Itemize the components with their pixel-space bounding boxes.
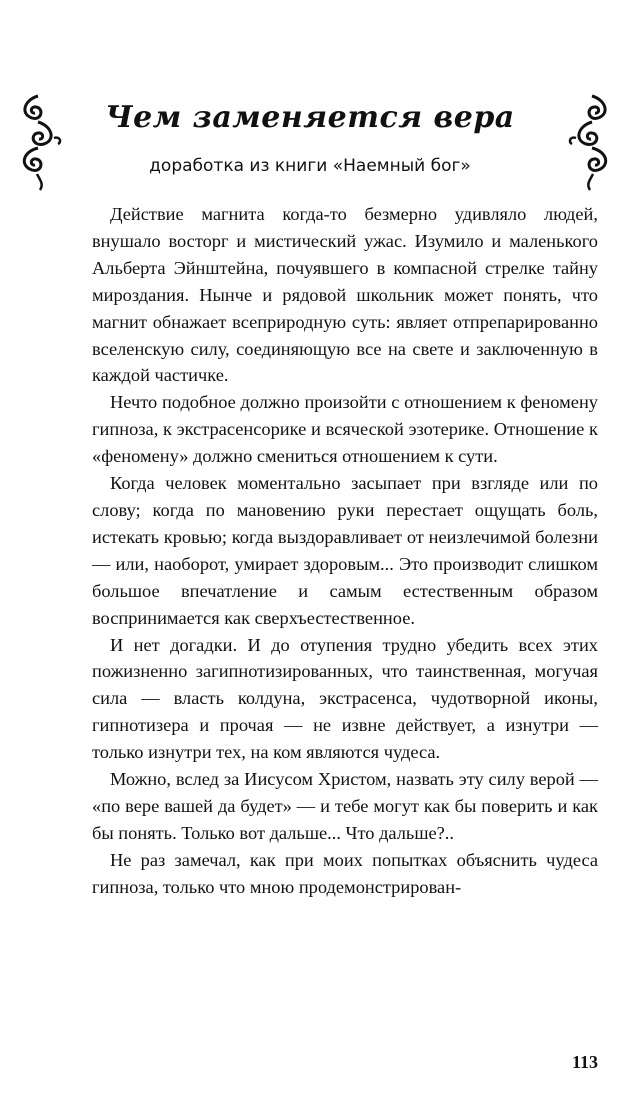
body-text	[92, 201, 598, 901]
chapter-title: Чем заменяется вера	[105, 100, 515, 135]
paragraph: Когда человек моментально засыпает при взгляде или по слову; когда по мановению руки перестает ощущать боль, истекать кровью; когда выздоравливает от неизлечимой болезни — или, наоборот, умирает здоровым... Это производит слишком большое впечатление и самым естественным образом воспринимается как сверхъестественное.	[92, 473, 598, 628]
page-number: 113	[572, 1052, 599, 1072]
paragraph: Действие магнита когда-то безмерно удивляло людей, внушало восторг и мистический ужас. Изумило и маленького Альберта Эйнштейна, почуявшего в компасной стрелке тайну мироздания. Нынче и рядовой школьник может понять, что магнит обнажает всеприродную суть: являет отпрепарированно вселенскую силу, соединяющую все на свете и заключенную в каждой частичке.	[92, 204, 598, 386]
paragraph: И нет догадки. И до отупения трудно убедить всех этих пожизненно загипнотизированных, что таинственная, могучая сила — власть колдуна, экстрасенса, чудотворной иконы, гипнотизера и прочая — не извне действует, а изнутри — только изнутри тех, на ком являются чудеса.	[92, 634, 598, 763]
paragraph: Нечто подобное должно произойти с отношением к феномену гипноза, к экстрасенсорике и всяческой эзотерике. Отношение к «феномену» должно смениться отношением к сути.	[92, 392, 598, 467]
paragraph: Можно, вслед за Иисусом Христом, назвать эту силу верой — «по вере вашей да будет» — и тебе могут как бы поверить и как бы понять. Только вот дальше... Что дальше?..	[92, 769, 598, 843]
chapter-subtitle: доработка из книги «Наемный бог»	[149, 156, 471, 176]
paragraph: Не раз замечал, как при моих попытках объяснить чудеса гипноза, только что мною продемонстрирован-	[92, 849, 598, 897]
